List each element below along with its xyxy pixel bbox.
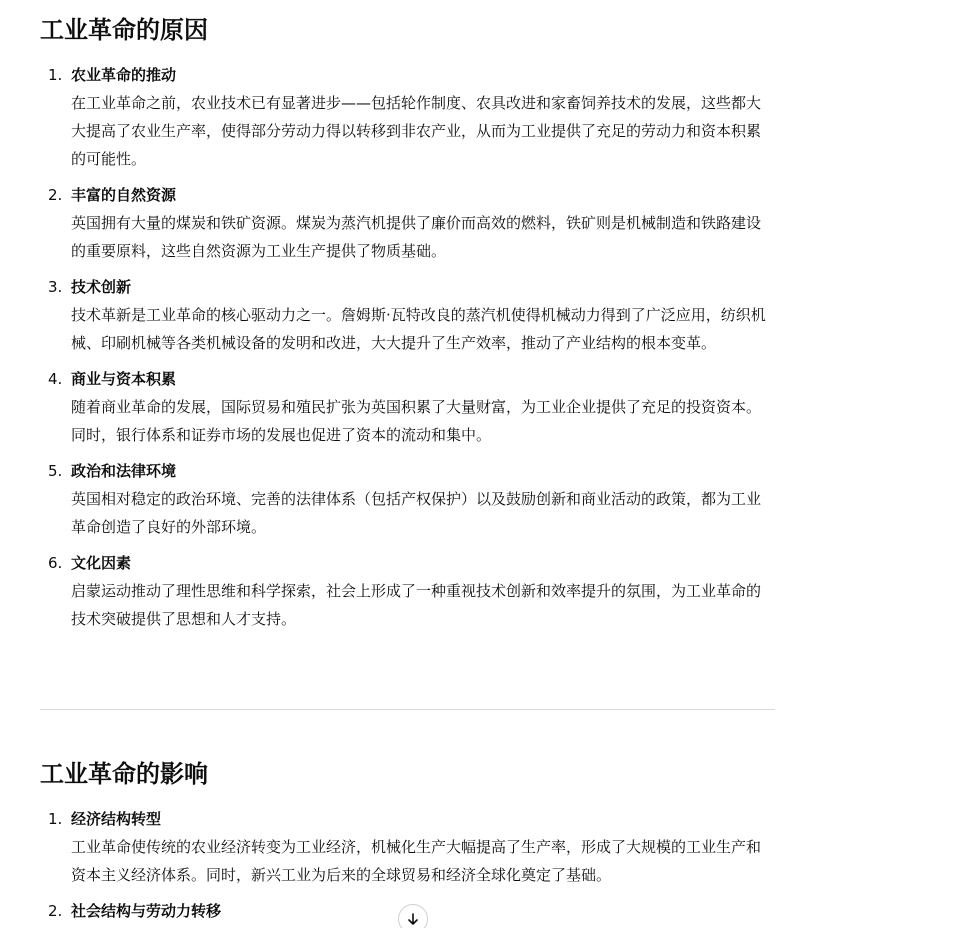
list-item — [40, 273, 775, 357]
section-title-causes: 工业革命的原因 — [40, 16, 208, 44]
item-body: 英国相对稳定的政治环境、完善的法律体系（包括产权保护）以及鼓励创新和商业活动的政策，都为工业革命创造了良好的外部环境。 — [71, 490, 762, 536]
list-item — [40, 549, 775, 633]
list-item — [40, 365, 775, 449]
item-number: 4. — [48, 370, 63, 388]
section-divider — [40, 709, 775, 710]
item-heading: 商业与资本积累 — [71, 370, 177, 388]
list-item — [40, 181, 775, 265]
item-number: 6. — [48, 554, 63, 572]
item-heading: 文化因素 — [71, 554, 132, 572]
list-item — [40, 457, 775, 541]
item-heading: 技术创新 — [71, 278, 132, 296]
item-body: 技术革新是工业革命的核心驱动力之一。詹姆斯·瓦特改良的蒸汽机使得机械动力得到了广泛应用，纺织机械、印刷机械等各类机械设备的发明和改进，大大提升了生产效率，推动了产业结构的根本变革。 — [71, 306, 766, 352]
item-number: 1. — [48, 66, 63, 84]
item-heading: 农业革命的推动 — [71, 66, 177, 84]
item-heading: 丰富的自然资源 — [71, 186, 177, 204]
item-number: 2. — [48, 902, 63, 920]
arrow-down-icon — [406, 912, 420, 926]
item-body: 随着商业革命的发展，国际贸易和殖民扩张为英国积累了大量财富，为工业企业提供了充足的投资资本。同时，银行体系和证券市场的发展也促进了资本的流动和集中。 — [71, 398, 762, 444]
item-number: 5. — [48, 462, 63, 480]
scroll-to-bottom-button[interactable] — [398, 904, 428, 928]
item-heading: 政治和法律环境 — [71, 462, 177, 480]
list-item — [40, 805, 775, 889]
item-number: 1. — [48, 810, 63, 828]
item-heading: 经济结构转型 — [71, 810, 162, 828]
causes-list — [40, 61, 775, 641]
item-body: 在工业革命之前，农业技术已有显著进步——包括轮作制度、农具改进和家畜饲养技术的发展，这些都大大提高了农业生产率，使得部分劳动力得以转移到非农产业，从而为工业提供了充足的劳动力和资本积累的可能性。 — [71, 94, 762, 168]
item-body: 英国拥有大量的煤炭和铁矿资源。煤炭为蒸汽机提供了廉价而高效的燃料，铁矿则是机械制造和铁路建设的重要原料，这些自然资源为工业生产提供了物质基础。 — [71, 214, 762, 260]
item-body: 启蒙运动推动了理性思维和科学探索，社会上形成了一种重视技术创新和效率提升的氛围，为工业革命的技术突破提供了思想和人才支持。 — [71, 582, 762, 628]
item-number: 3. — [48, 278, 63, 296]
section-title-effects: 工业革命的影响 — [40, 760, 208, 788]
list-item — [40, 61, 775, 173]
item-body: 工业革命使传统的农业经济转变为工业经济，机械化生产大幅提高了生产率，形成了大规模的工业生产和资本主义经济体系。同时，新兴工业为后来的全球贸易和经济全球化奠定了基础。 — [71, 838, 762, 884]
item-number: 2. — [48, 186, 63, 204]
item-heading: 社会结构与劳动力转移 — [71, 902, 222, 920]
